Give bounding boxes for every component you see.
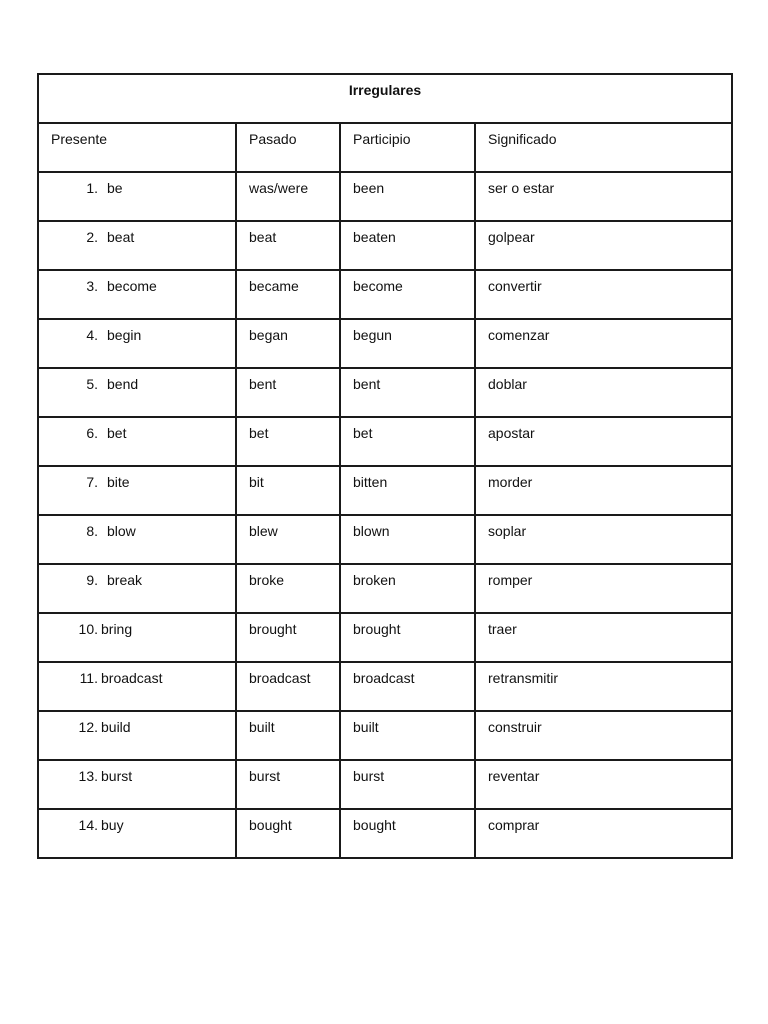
cell-pasado: burst [236,760,340,809]
verb-present: break [107,572,143,588]
row-number: 5. [86,376,98,392]
verb-present: build [101,719,131,735]
table-row [38,809,732,858]
cell-pasado: began [236,319,340,368]
verb-present: bend [107,376,139,392]
cell-presente [38,270,236,319]
cell-presente [38,662,236,711]
cell-participio: bet [340,417,475,466]
cell-presente [38,417,236,466]
cell-participio: blown [340,515,475,564]
row-number: 14. [78,817,98,833]
verb-present: be [107,180,123,196]
verb-present: broadcast [101,670,163,686]
verb-present: bet [107,425,127,441]
cell-significado: apostar [475,417,732,466]
cell-pasado: blew [236,515,340,564]
cell-pasado: broke [236,564,340,613]
cell-pasado: became [236,270,340,319]
cell-presente [38,760,236,809]
table-row [38,613,732,662]
cell-pasado: bet [236,417,340,466]
cell-significado: soplar [475,515,732,564]
cell-participio: become [340,270,475,319]
cell-presente [38,466,236,515]
cell-participio: brought [340,613,475,662]
cell-presente [38,515,236,564]
table-row [38,270,732,319]
table-row [38,711,732,760]
row-number: 9. [86,572,98,588]
cell-participio: begun [340,319,475,368]
table-row [38,319,732,368]
cell-pasado: brought [236,613,340,662]
header-row [38,123,732,172]
cell-participio: beaten [340,221,475,270]
header-presente: Presente [38,123,236,172]
cell-presente [38,613,236,662]
cell-significado: comprar [475,809,732,858]
table-row [38,172,732,221]
row-number: 3. [86,278,98,294]
cell-pasado: built [236,711,340,760]
row-number: 2. [86,229,98,245]
cell-presente [38,564,236,613]
cell-significado: traer [475,613,732,662]
cell-pasado: bought [236,809,340,858]
cell-presente [38,368,236,417]
cell-participio: burst [340,760,475,809]
cell-presente [38,809,236,858]
cell-significado: golpear [475,221,732,270]
cell-presente [38,711,236,760]
cell-pasado: beat [236,221,340,270]
cell-significado: romper [475,564,732,613]
table-body [38,74,732,858]
verb-present: become [107,278,157,294]
table-row [38,417,732,466]
irregular-verbs-table [37,73,733,859]
row-number: 4. [86,327,98,343]
cell-pasado: broadcast [236,662,340,711]
table-row [38,760,732,809]
table-row [38,466,732,515]
verb-present: beat [107,229,135,245]
header-significado: Significado [475,123,732,172]
row-number: 10. [78,621,98,637]
cell-participio: bitten [340,466,475,515]
verb-present: burst [101,768,133,784]
cell-participio: built [340,711,475,760]
row-number: 11. [79,670,98,686]
cell-significado: morder [475,466,732,515]
table-row [38,221,732,270]
cell-participio: broadcast [340,662,475,711]
cell-participio: broken [340,564,475,613]
row-number: 6. [86,425,98,441]
verb-present: buy [101,817,124,833]
cell-participio: been [340,172,475,221]
table-row [38,515,732,564]
cell-participio: bought [340,809,475,858]
table-row [38,368,732,417]
table-row [38,662,732,711]
cell-significado: comenzar [475,319,732,368]
row-number: 8. [86,523,98,539]
row-number: 12. [78,719,98,735]
verb-present: blow [107,523,136,539]
cell-significado: construir [475,711,732,760]
verb-present: bring [101,621,133,637]
cell-significado: retransmitir [475,662,732,711]
cell-significado: doblar [475,368,732,417]
cell-presente [38,172,236,221]
cell-presente [38,319,236,368]
verb-present: begin [107,327,142,343]
row-number: 13. [78,768,98,784]
cell-significado: reventar [475,760,732,809]
cell-pasado: was/were [236,172,340,221]
title-row [38,74,732,123]
cell-pasado: bent [236,368,340,417]
table-title: Irregulares [38,74,732,123]
header-pasado: Pasado [236,123,340,172]
cell-significado: convertir [475,270,732,319]
row-number: 7. [86,474,98,490]
verb-present: bite [107,474,130,490]
table-row [38,564,732,613]
cell-significado: ser o estar [475,172,732,221]
cell-participio: bent [340,368,475,417]
row-number: 1. [86,180,98,196]
header-participio: Participio [340,123,475,172]
cell-pasado: bit [236,466,340,515]
cell-presente [38,221,236,270]
